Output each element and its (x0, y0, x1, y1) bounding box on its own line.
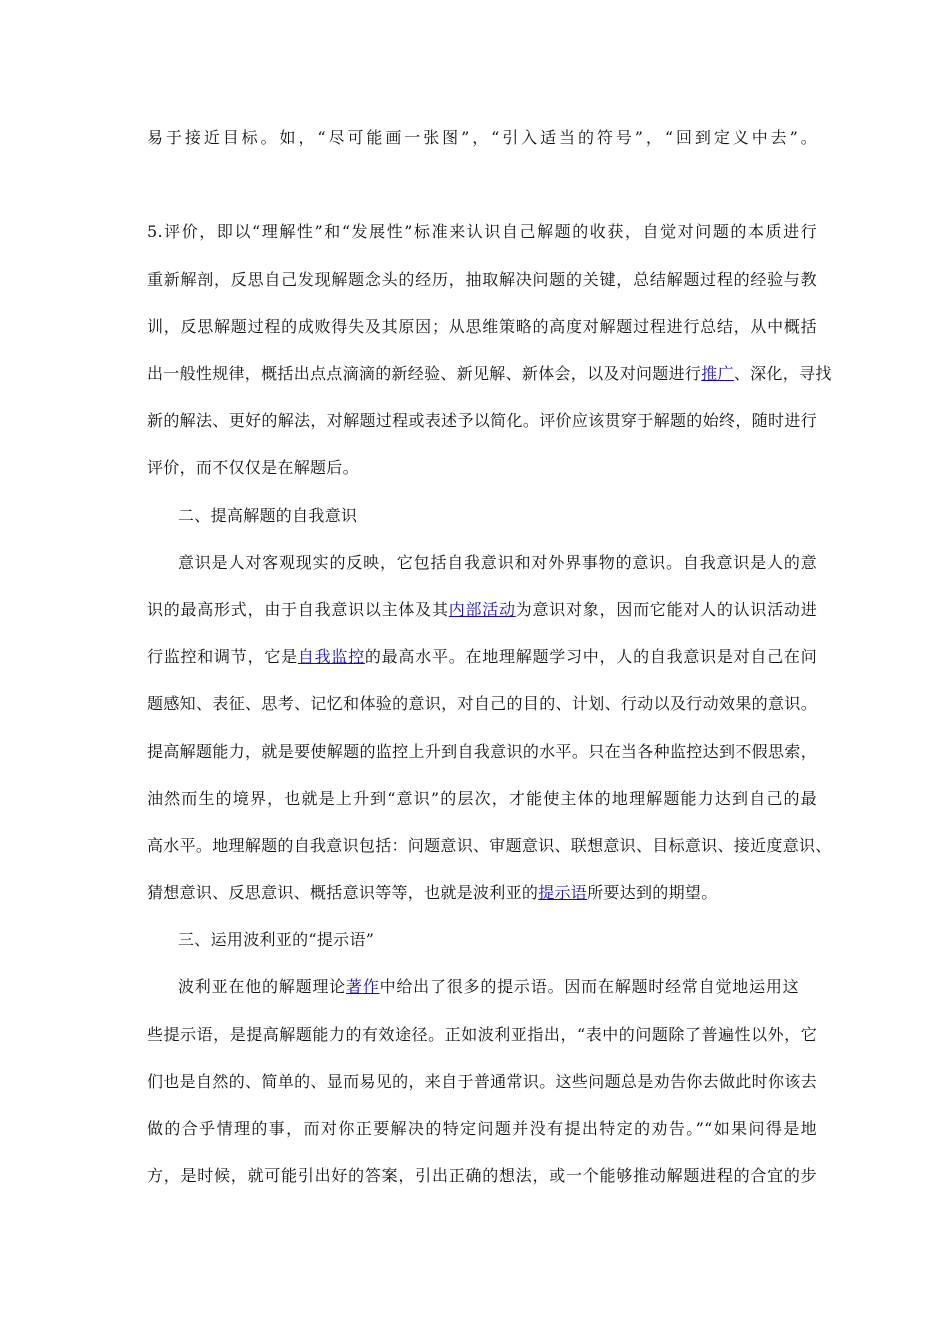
text-line: 意识是人对客观现实的反映，它包括自我意识和对外界事物的意识。自我意识是人的意 (178, 553, 817, 572)
link-neibuhuodong[interactable]: 内部活动 (448, 600, 516, 619)
text-line (147, 600, 817, 620)
text-span: 猜想意识、反思意识、概括意识等等，也就是波利亚的 (147, 883, 539, 902)
text-line: 些提示语，是提高解题能力的有效途径。正如波利亚指出，“表中的问题除了普遍性以外，它 (147, 1025, 817, 1044)
text-line (147, 647, 817, 667)
section-heading: 二、提高解题的自我意识 (178, 506, 358, 525)
text-line: 做的合乎情理的事，而对你正要解决的特定问题并没有提出特定的劝告。”“如果问得是地 (147, 1119, 817, 1138)
link-tishiyu[interactable]: 提示语 (538, 883, 588, 902)
link-ziwojiankong[interactable]: 自我监控 (297, 647, 365, 666)
text-span: 出一般性规律，概括出点点滴滴的新经验、新见解、新体会，以及对问题进行 (147, 364, 702, 383)
section-heading: 三、运用波利亚的“提示语” (178, 930, 375, 949)
text-line: 新的解法、更好的解法，对解题过程或表述予以简化。评价应该贯穿于解题的始终，随时进行 (147, 411, 817, 430)
text-line: 方，是时候，就可能引出好的答案，引出正确的想法，或一个能够推动解题进程的合宜的步 (147, 1166, 817, 1185)
text-span: 行监控和调节，它是 (147, 647, 298, 666)
text-span: 波利亚在他的解题理论 (178, 977, 346, 996)
text-span: 中给出了很多的提示语。因而在解题时经常自觉地运用这 (379, 977, 799, 996)
text-line (147, 364, 832, 384)
text-span: 的最高水平。在地理解题学习中，人的自我意识是对自己在问 (364, 647, 817, 666)
text-line (178, 977, 799, 997)
text-line: 高水平。地理解题的自我意识包括：问题意识、审题意识、联想意识、目标意识、接近度意识、 (147, 836, 832, 855)
text-line: 油然而生的境界，也就是上升到“意识”的层次，才能使主体的地理解题能力达到自己的最 (147, 789, 817, 808)
text-line: 提高解题能力，就是要使解题的监控上升到自我意识的水平。只在当各种监控达到不假思索， (147, 742, 817, 761)
text-span: 识的最高形式，由于自我意识以主体及其 (147, 600, 449, 619)
text-span: 为意识对象，因而它能对人的认识活动进 (515, 600, 817, 619)
text-line (147, 883, 817, 903)
text-line: 评价，而不仅仅是在解题后。 (147, 458, 359, 477)
text-span: 、深化，寻找 (733, 364, 832, 383)
text-span: 所要达到的期望。 (587, 883, 718, 902)
text-line: 重新解剖，反思自己发现解题念头的经历，抽取解决问题的关键，总结解题过程的经验与教 (147, 270, 817, 289)
text-line: 易于接近目标。如，“尽可能画一张图”，“引入适当的符号”，“回到定义中去”。 (147, 128, 817, 147)
link-tuiguang[interactable]: 推广 (701, 364, 734, 383)
text-line: 题感知、表征、思考、记忆和体验的意识，对自己的目的、计划、行动以及行动效果的意识。 (147, 694, 817, 713)
link-zhuzuo[interactable]: 著作 (345, 977, 380, 996)
text-line: 们也是自然的、简单的、显而易见的，来自于普通常识。这些问题总是劝告你去做此时你该去 (147, 1072, 817, 1091)
text-line: 5.评价，即以“理解性”和“发展性”标准来认识自己解题的收获，自觉对问题的本质进行 (147, 222, 817, 241)
text-line: 训，反思解题过程的成败得失及其原因；从思维策略的高度对解题过程进行总结，从中概括 (147, 317, 817, 336)
